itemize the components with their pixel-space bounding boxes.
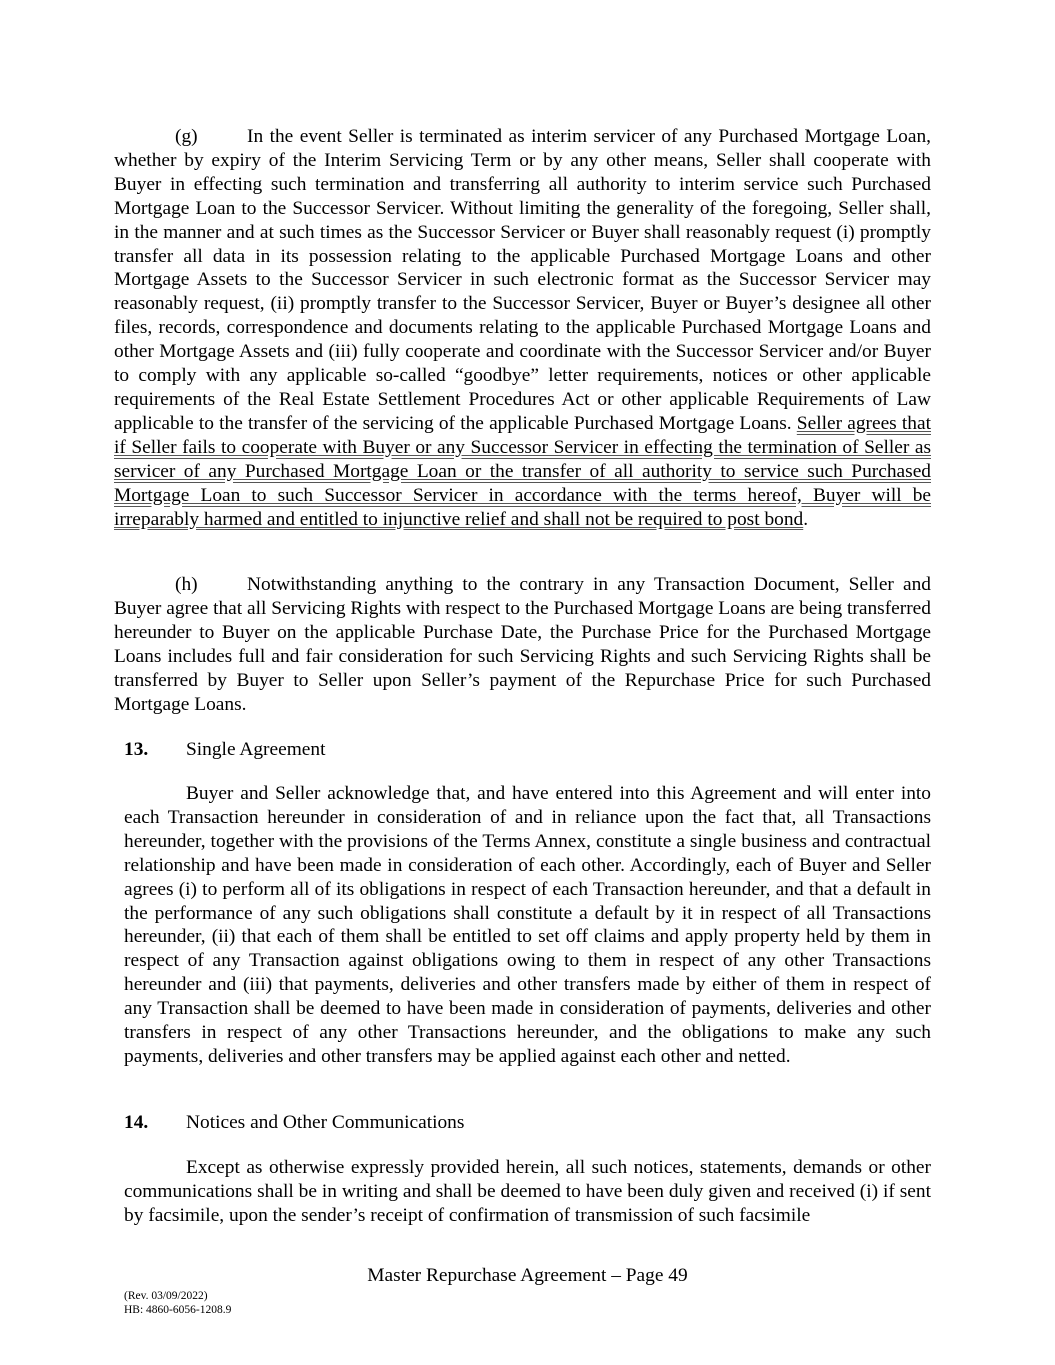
section-14-title: Notices and Other Communications xyxy=(186,1112,465,1133)
section-14-heading xyxy=(124,1111,464,1135)
paragraph-g-underlined-text: Seller agrees that if Seller fails to cooperate with Buyer or any Successor Servicer in effecting the termination of Seller as servicer of any Purchased Mortgage Loan or the transfer of all authority to service such Purchased Mortgage Loan to such Successor Servicer in accordance with the terms hereof, Buyer will be irreparably harmed and entitled to injunctive relief and shall not be required to post bond xyxy=(114,412,931,530)
section-13-heading xyxy=(124,738,325,762)
footer-document-id: HB: 4860-6056-1208.9 xyxy=(124,1304,232,1316)
section-14-body xyxy=(124,1156,931,1228)
section-14-body-text: Except as otherwise expressly provided herein, all such notices, statements, demands or other communications shall be in writing and shall be deemed to have been duly given and received (i) if sent by facsimile, upon the sender’s receipt of confirmation of transmission of such facsimile xyxy=(124,1157,931,1226)
paragraph-g-end: . xyxy=(803,508,809,530)
section-14-number: 14. xyxy=(124,1112,149,1133)
paragraph-h xyxy=(114,573,931,716)
section-13-title: Single Agreement xyxy=(186,739,326,760)
section-13-body xyxy=(124,782,931,1069)
paragraph-h-text: Notwithstanding anything to the contrary in any Transaction Document, Seller and Buyer agree that all Servicing Rights with respect to the Purchased Mortgage Loans are being transferred hereunder to Buyer on the applicable Purchase Date, the Purchase Price for the Purchased Mortgage Loans includes full and fair consideration for such Servicing Rights and such Servicing Rights shall be transferred by Buyer to Seller upon Seller’s payment of the Repurchase Price for such Purchased Mortgage Loans. xyxy=(114,574,931,715)
footer-page-title: Master Repurchase Agreement – Page 49 xyxy=(367,1265,688,1286)
paragraph-g xyxy=(114,125,931,531)
section-13-body-text: Buyer and Seller acknowledge that, and have entered into this Agreement and will enter into each Transaction hereunder in consideration of and in reliance upon the fact that, all Transactions hereunder, together with the provisions of the Terms Annex, constitute a single business and contractual relationship and have been made in consideration of each other. Accordingly, each of Buyer and Seller agrees (i) to perform all of its obligations in respect of each Transaction hereunder, and that a default in the performance of any such obligations shall constitute a default by it in respect of all Transactions hereunder, (ii) that each of them shall be entitled to set off claims and apply property held by them in respect of any Transaction against obligations owing to them in respect of any other Transactions hereunder and (iii) that payments, deliveries and other transfers made by either of them in respect of any Transaction shall be deemed to have been made in consideration of payments, deliveries and other transfers in respect of any other Transactions hereunder, and the obligations to make any such payments, deliveries and other transfers may be applied against each other and netted. xyxy=(124,783,931,1067)
footer-revision: (Rev. 03/09/2022) xyxy=(124,1290,208,1302)
paragraph-g-marker: (g) xyxy=(175,126,198,147)
paragraph-g-text: In the event Seller is terminated as interim servicer of any Purchased Mortgage Loan, whether by expiry of the Interim Servicing Term or by any other means, Seller shall cooperate with Buyer in effecting such termination and transferring all authority to interim service such Purchased Mortgage Loan to the Successor Servicer. Without limiting the generality of the foregoing, Seller shall, in the manner and at such times as the Successor Servicer or Buyer shall reasonably request (i) promptly transfer all data in its possession relating to the applicable Purchased Mortgage Loans and other Mortgage Assets to the Successor Servicer in such electronic format as the Successor Servicer may reasonably request, (ii) promptly transfer to the Successor Servicer, Buyer or Buyer’s designee all other files, records, correspondence and documents relating to the applicable Purchased Mortgage Loans and other Mortgage Assets and (iii) fully cooperate and coordinate with the Successor Servicer and/or Buyer to comply with any applicable so-called “goodbye” letter requirements, notices or other applicable requirements of the Real Estate Settlement Procedures Act or other applicable Requirements of Law applicable to the transfer of the servicing of the applicable Purchased Mortgage Loans. xyxy=(114,126,931,434)
paragraph-h-marker: (h) xyxy=(175,574,198,595)
section-13-number: 13. xyxy=(124,739,149,760)
